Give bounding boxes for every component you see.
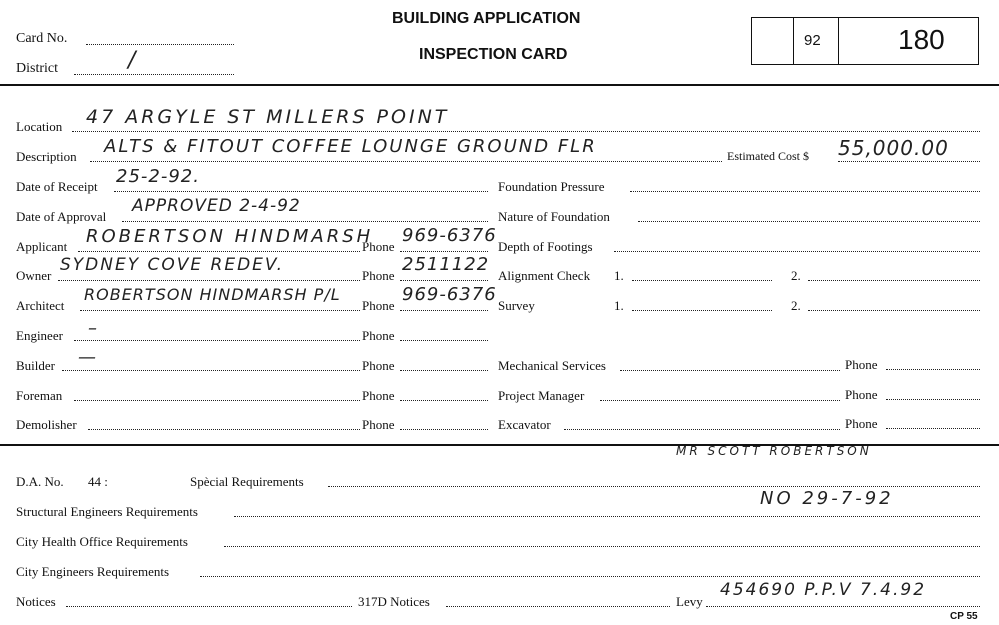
foreman-label: Foreman	[16, 388, 63, 403]
card-no-label: Card No.	[16, 31, 68, 46]
foreman-phone-field[interactable]	[400, 400, 488, 401]
special-note: MR SCOTT ROBERTSON	[676, 444, 872, 458]
date-receipt-label: Date of Receipt	[16, 179, 98, 194]
notices-field[interactable]	[66, 606, 352, 607]
builder-value: —	[78, 347, 97, 368]
applicant-phone-label: Phone	[362, 239, 395, 254]
survey-two-field[interactable]	[808, 310, 980, 311]
levy-label: Levy	[676, 594, 703, 609]
date-approval-field[interactable]	[122, 221, 488, 222]
engineer-phone-label: Phone	[362, 328, 395, 343]
title-line1: BUILDING APPLICATION	[392, 10, 581, 27]
structural-field[interactable]	[234, 516, 980, 517]
notices-label: Notices	[16, 594, 56, 609]
survey-one-field[interactable]	[632, 310, 772, 311]
notices-317d-field[interactable]	[446, 606, 670, 607]
engineer-phone-field[interactable]	[400, 340, 488, 341]
mechanical-phone-label: Phone	[845, 357, 878, 372]
survey-label: Survey	[498, 298, 535, 313]
mechanical-phone-field[interactable]	[886, 369, 980, 370]
applicant-field[interactable]	[78, 251, 360, 252]
levy-value: 454690 P.P.V 7.4.92	[720, 580, 927, 600]
health-field[interactable]	[224, 546, 980, 547]
date-approval-label: Date of Approval	[16, 209, 107, 224]
excavator-label: Excavator	[498, 417, 551, 432]
owner-phone-field[interactable]	[400, 280, 488, 281]
health-label: City Health Office Requirements	[16, 534, 188, 549]
year-value: 92	[804, 32, 821, 49]
header-divider	[0, 84, 999, 86]
card-number-value: 180	[898, 24, 945, 55]
da-no-label: D.A. No.	[16, 474, 64, 489]
estimated-cost-value: 55,000.00	[838, 136, 949, 160]
project-manager-phone-field[interactable]	[886, 399, 980, 400]
applicant-phone-value: 969-6376	[402, 225, 497, 246]
project-manager-label: Project Manager	[498, 388, 585, 403]
applicant-value: ROBERTSON HINDMARSH	[86, 226, 374, 247]
architect-phone-label: Phone	[362, 298, 395, 313]
applicant-label: Applicant	[16, 239, 68, 254]
alignment-two-label: 2.	[791, 268, 801, 283]
description-value: ALTS & FITOUT COFFEE LOUNGE GROUND FLR	[104, 136, 597, 157]
city-engineers-field[interactable]	[200, 576, 980, 577]
engineer-label: Engineer	[16, 328, 63, 343]
applicant-phone-field[interactable]	[400, 251, 488, 252]
demolisher-field[interactable]	[88, 429, 360, 430]
survey-two-label: 2.	[791, 298, 801, 313]
demolisher-phone-label: Phone	[362, 417, 395, 432]
structural-note: NO 29-7-92	[760, 488, 894, 509]
city-engineers-label: City Engineers Requirements	[16, 564, 170, 579]
footer-code: CP 55	[950, 611, 978, 622]
description-label: Description	[16, 149, 77, 164]
title-line2: INSPECTION CARD	[419, 46, 568, 63]
location-value: 47 ARGYLE ST MILLERS POINT	[86, 106, 450, 128]
date-approval-value: APPROVED 2-4-92	[132, 196, 301, 216]
date-receipt-value: 25-2-92.	[116, 166, 200, 187]
owner-field[interactable]	[58, 280, 360, 281]
project-manager-field[interactable]	[600, 400, 840, 401]
builder-label: Builder	[16, 358, 55, 373]
demolisher-label: Demolisher	[16, 417, 77, 432]
architect-field[interactable]	[80, 310, 360, 311]
excavator-field[interactable]	[564, 429, 840, 430]
district-label: District	[16, 61, 58, 76]
card-number-box	[751, 17, 979, 65]
mechanical-field[interactable]	[620, 370, 840, 371]
district-value: /	[128, 48, 137, 73]
description-field[interactable]	[90, 161, 722, 162]
structural-label: Structural Engineers Requirements	[16, 504, 198, 519]
special-requirements-field[interactable]	[328, 486, 980, 487]
estimated-cost-label: Estimated Cost $	[727, 149, 809, 163]
location-field[interactable]	[72, 131, 980, 132]
estimated-cost-field[interactable]	[838, 161, 980, 162]
foundation-pressure-field[interactable]	[630, 191, 980, 192]
alignment-one-label: 1.	[614, 268, 624, 283]
card-no-field[interactable]	[86, 44, 234, 45]
depth-footings-label: Depth of Footings	[498, 239, 593, 254]
district-field[interactable]	[74, 74, 234, 75]
foundation-pressure-label: Foundation Pressure	[498, 179, 605, 194]
location-label: Location	[16, 119, 63, 134]
foreman-field[interactable]	[74, 400, 360, 401]
date-receipt-field[interactable]	[114, 191, 488, 192]
depth-footings-field[interactable]	[614, 251, 980, 252]
alignment-check-label: Alignment Check	[498, 268, 591, 283]
survey-one-label: 1.	[614, 298, 624, 313]
architect-value: ROBERTSON HINDMARSH P/L	[84, 285, 341, 304]
builder-phone-label: Phone	[362, 358, 395, 373]
nature-foundation-label: Nature of Foundation	[498, 209, 610, 224]
excavator-phone-label: Phone	[845, 416, 878, 431]
owner-value: SYDNEY COVE REDEV.	[60, 255, 285, 275]
alignment-one-field[interactable]	[632, 280, 772, 281]
special-requirements-label: Spècial Requirements	[190, 474, 304, 489]
project-manager-phone-label: Phone	[845, 387, 878, 402]
foreman-phone-label: Phone	[362, 388, 395, 403]
owner-label: Owner	[16, 268, 52, 283]
notices-317d-label: 317D Notices	[358, 594, 430, 609]
excavator-phone-field[interactable]	[886, 428, 980, 429]
engineer-field[interactable]	[74, 340, 360, 341]
da-no-value: 44 :	[88, 474, 108, 489]
architect-phone-value: 969-6376	[402, 284, 497, 305]
owner-phone-value: 2511122	[402, 254, 490, 275]
nature-foundation-field[interactable]	[638, 221, 980, 222]
levy-field[interactable]	[706, 606, 980, 607]
architect-phone-field[interactable]	[400, 310, 488, 311]
engineer-value: –	[88, 318, 98, 339]
architect-label: Architect	[16, 298, 65, 313]
demolisher-phone-field[interactable]	[400, 429, 488, 430]
builder-field[interactable]	[62, 370, 360, 371]
owner-phone-label: Phone	[362, 268, 395, 283]
builder-phone-field[interactable]	[400, 370, 488, 371]
alignment-two-field[interactable]	[808, 280, 980, 281]
mechanical-label: Mechanical Services	[498, 358, 606, 373]
